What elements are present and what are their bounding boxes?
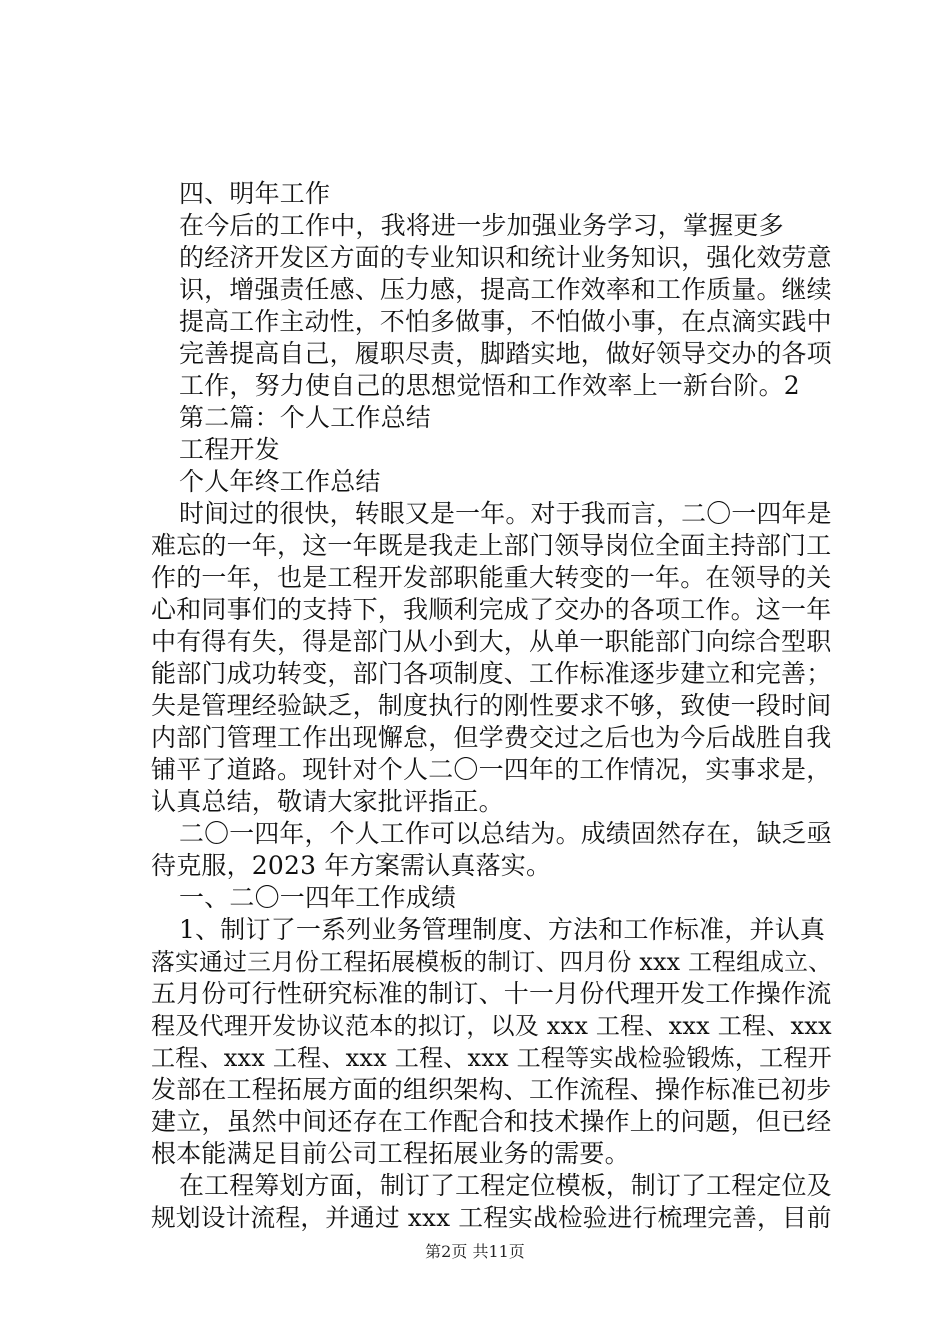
paragraph-line: 难忘的一年，这一年既是我走上部门领导岗位全面主持部门工 [151,531,832,560]
section-heading: 四、明年工作 [179,179,331,208]
paragraph-line: 心和同事们的支持下，我顺利完成了交办的各项工作。这一年 [151,595,832,624]
paragraph-line: 规划设计流程，并通过 xxx 工程实战检验进行梳理完善，目前 [151,1203,832,1232]
paragraph-line: 时间过的很快，转眼又是一年。对于我而言，二〇一四年是 [179,499,832,528]
paragraph-line: 程及代理开发协议范本的拟订，以及 xxx 工程、xxx 工程、xxx [151,1012,832,1040]
paragraph-line: 在工程筹划方面，制订了工程定位模板，制订了工程定位及 [179,1171,832,1200]
paragraph-line: 五月份可行性研究标准的制订、十一月份代理开发工作操作流 [151,979,832,1008]
paragraph-line: 根本能满足目前公司工程拓展业务的需要。 [151,1139,630,1168]
paragraph-line: 作的一年，也是工程开发部职能重大转变的一年。在领导的关 [151,563,832,592]
paragraph-line: 中有得有失，得是部门从小到大，从单一职能部门向综合型职 [151,627,832,656]
page-footer: 第2页 共11页 [425,1242,525,1261]
paragraph-line: 待克服，2023 年方案需认真落实。 [151,851,552,880]
paragraph-line: 发部在工程拓展方面的组织架构、工作流程、操作标准已初步 [151,1075,832,1104]
section-heading: 一、二〇一四年工作成绩 [179,883,457,912]
paragraph-line: 建立，虽然中间还存在工作配合和技术操作上的问题，但已经 [151,1107,832,1136]
paragraph-line: 落实通过三月份工程拓展模板的制订、四月份 xxx 工程组成立、 [151,948,833,976]
subtitle: 工程开发 [179,435,280,464]
paragraph-line: 能部门成功转变，部门各项制度、工作标准逐步建立和完善； [151,659,832,688]
paragraph-line: 失是管理经验缺乏，制度执行的刚性要求不够，致使一段时间 [151,691,832,720]
paragraph-line: 在今后的工作中，我将进一步加强业务学习，掌握更多 [179,211,784,240]
paragraph-line: 二〇一四年，个人工作可以总结为。成绩固然存在，缺乏亟 [179,819,832,848]
paragraph-line: 铺平了道路。现针对个人二〇一四年的工作情况，实事求是， [151,755,832,784]
subtitle: 个人年终工作总结 [179,467,381,496]
paragraph-line: 识，增强责任感、压力感，提高工作效率和工作质量。继续 [179,275,832,304]
paragraph-line: 完善提高自己，履职尽责，脚踏实地，做好领导交办的各项 [179,339,832,368]
paragraph-line: 的经济开发区方面的专业知识和统计业务知识，强化效劳意 [179,243,832,272]
chapter-title: 第二篇：个人工作总结 [179,403,432,432]
paragraph-line: 工程、xxx 工程、xxx 工程、xxx 工程等实战检验锻炼，工程开 [151,1044,832,1072]
paragraph-line: 认真总结，敬请大家批评指正。 [151,787,504,816]
paragraph-line: 1、制订了一系列业务管理制度、方法和工作标准，并认真 [179,915,826,944]
paragraph-line: 提高工作主动性，不怕多做事，不怕做小事，在点滴实践中 [179,307,832,336]
paragraph-line: 工作，努力使自己的思想觉悟和工作效率上一新台阶。2 [179,371,800,400]
paragraph-line: 内部门管理工作出现懈怠，但学费交过之后也为今后战胜自我 [151,723,832,752]
